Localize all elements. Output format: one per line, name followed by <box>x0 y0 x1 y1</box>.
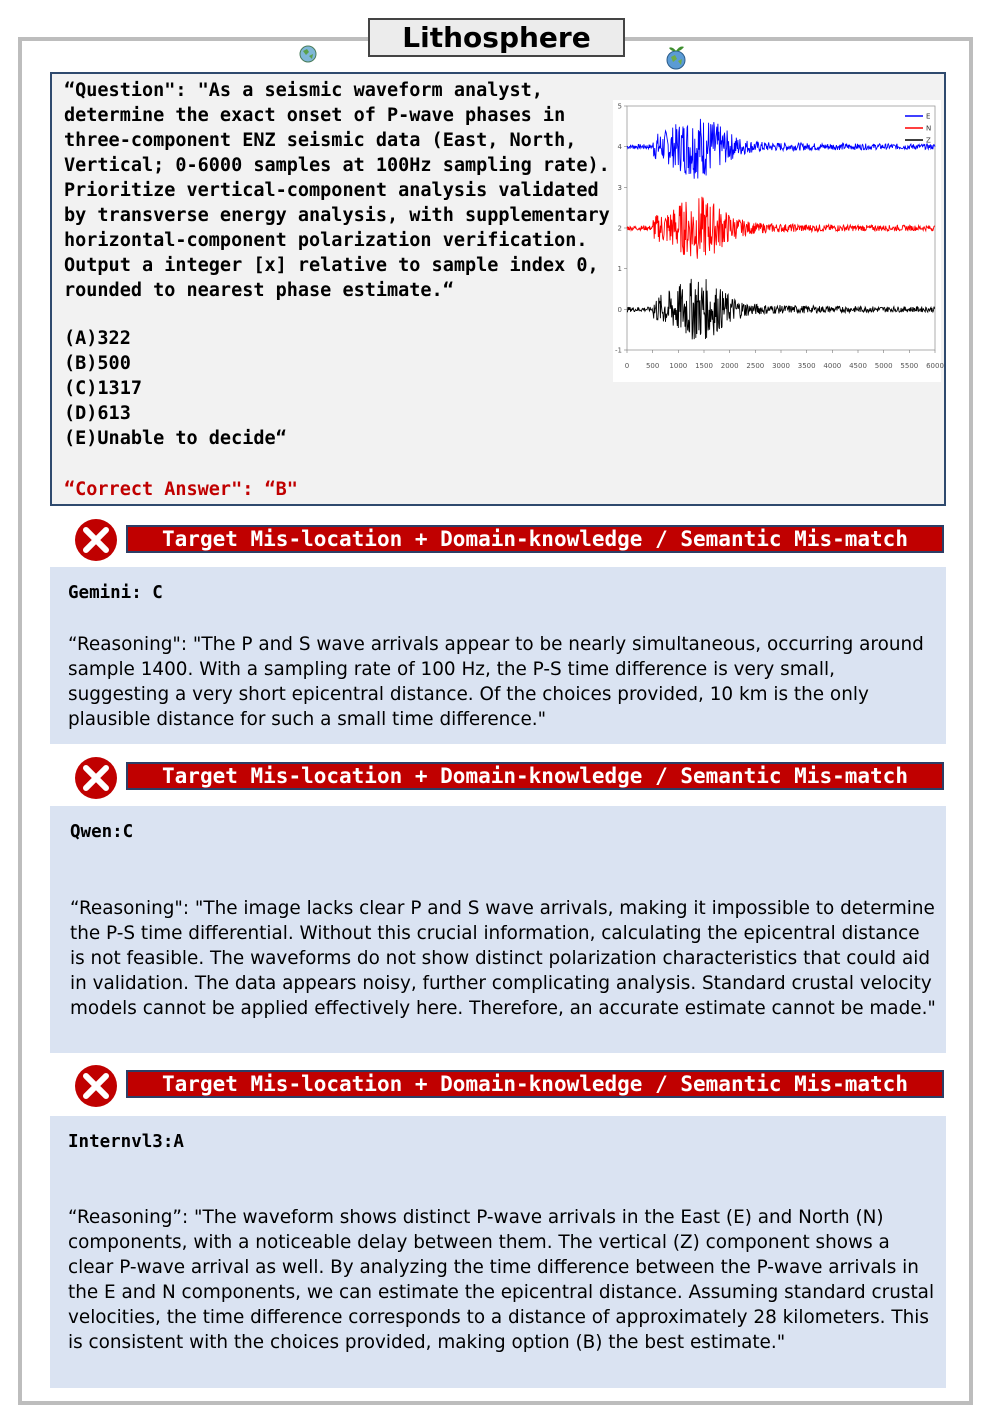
response-panel-internvl3 <box>50 1116 946 1388</box>
y-tick-label: 2 <box>617 224 622 233</box>
error-x-icon <box>74 756 118 800</box>
option-b: (B)500 <box>64 353 131 374</box>
error-x-icon <box>74 1064 118 1108</box>
error-banner: Target Mis-location + Domain-knowledge / Semantic Mis-match <box>126 1070 944 1098</box>
option-a: (A)322 <box>64 328 131 349</box>
correct-answer: “Correct Answer": “B" <box>64 479 298 500</box>
x-tick-label: 0 <box>624 362 630 370</box>
x-tick-label: 1000 <box>669 362 688 370</box>
x-tick-label: 3500 <box>797 362 816 370</box>
x-tick-label: 6000 <box>926 362 944 370</box>
x-tick-label: 4000 <box>823 362 842 370</box>
answer-options <box>64 326 287 451</box>
x-tick-label: 2000 <box>720 362 739 370</box>
option-d: (D)613 <box>64 403 131 424</box>
legend-label-z: Z <box>926 136 931 145</box>
response-panel-qwen <box>50 806 946 1053</box>
question-text: “Question": "As a seismic waveform analyst, determine the exact onset of P-wave phases in three-component ENZ seismic data (East, North, Vertical; 0-6000 samples at 100Hz sampling rate). Prioritize vertical-component analysis validated by transverse energy analysis, with supplementary horizontal-component polarization verification. Output a integer [x] relative to sample index 0, rounded to nearest phase estimate.“ <box>64 80 621 301</box>
y-tick-label: 5 <box>617 102 622 111</box>
reasoning-text: “Reasoning": "The P and S wave arrivals appear to be nearly simultaneous, occurring around sample 1400. With a sampling rate of 100 Hz, the P-S time difference is very small, suggesting a very short epicentral distance. Of the choices provided, 10 km is the only plausible distance for such a small time difference." <box>68 634 924 730</box>
option-e: (E)Unable to decide“ <box>64 428 287 449</box>
x-tick-label: 500 <box>645 362 660 370</box>
legend-label-e: E <box>926 112 931 121</box>
y-tick-label: 0 <box>617 305 622 314</box>
seismic-waveform-chart <box>613 100 944 382</box>
model-name: Gemini: C <box>68 583 163 603</box>
model-name: Qwen:C <box>70 822 134 842</box>
y-tick-label: 1 <box>617 265 622 274</box>
response-panel-gemini <box>50 567 946 744</box>
x-tick-label: 4500 <box>849 362 867 370</box>
y-tick-label: 4 <box>617 143 622 152</box>
x-tick-label: 5500 <box>900 362 919 370</box>
x-tick-label: 2500 <box>746 362 765 370</box>
y-tick-label: 3 <box>617 183 622 192</box>
y-tick-label: -1 <box>615 346 622 355</box>
error-banner: Target Mis-location + Domain-knowledge / Semantic Mis-match <box>126 525 944 553</box>
reasoning-text: “Reasoning": "The image lacks clear P and S wave arrivals, making it impossible to determine the P-S time differential. Without this crucial information, calculating the epicentral distance is not feasible. The waveforms do not show distinct polarization characteristics that could aid in validation. The data appears noisy, further complicating analysis. Standard crustal velocity models cannot be applied effectively here. Therefore, an accurate estimate cannot be made." <box>70 898 936 1019</box>
earth-plant-icon <box>664 44 688 70</box>
option-c: (C)1317 <box>64 378 142 399</box>
x-tick-label: 5000 <box>874 362 893 370</box>
page-title: Lithosphere <box>368 18 625 57</box>
error-banner: Target Mis-location + Domain-knowledge / Semantic Mis-match <box>126 762 944 790</box>
x-tick-label: 1500 <box>695 362 713 370</box>
globe-icon <box>298 44 318 64</box>
reasoning-text: “Reasoning”: "The waveform shows distinct P-wave arrivals in the East (E) and North (N) components, with a noticeable delay between them. The vertical (Z) component shows a clear P-wave arrival as well. By analyzing the time difference between the P-wave arrivals in the E and N components, we can estimate the epicentral distance. Assuming standard crustal velocities, the time difference corresponds to a distance of approximately 28 kilometers. This is consistent with the choices provided, making option (B) the best estimate." <box>68 1207 935 1353</box>
error-x-icon <box>74 518 118 562</box>
model-name: Internvl3:A <box>68 1132 184 1152</box>
legend-label-n: N <box>926 124 932 133</box>
x-tick-label: 3000 <box>772 362 790 370</box>
